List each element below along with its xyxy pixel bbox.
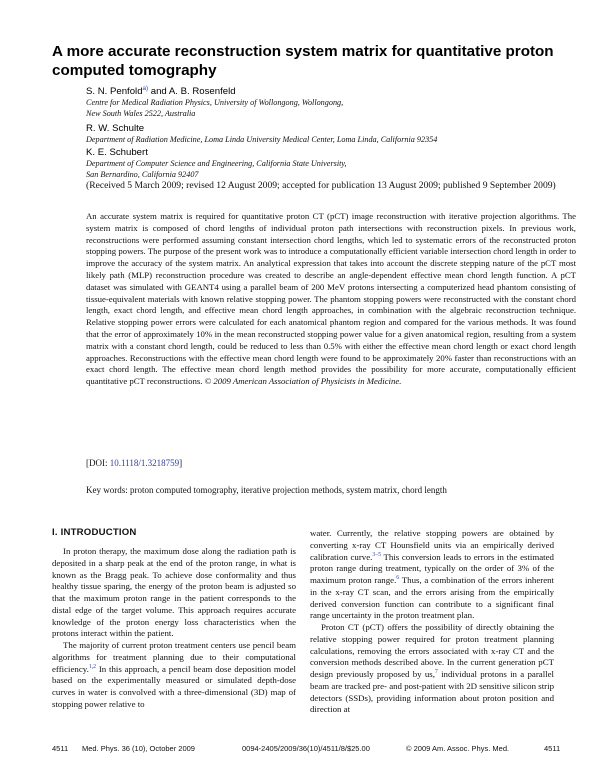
- affiliation-3: [86, 159, 586, 180]
- affiliation-line: Department of Radiation Medicine, Loma Linda University Medical Center, Loma Linda, California 92354: [86, 135, 438, 144]
- author-line-3: [86, 147, 566, 158]
- right-column: [310, 528, 554, 716]
- affiliation-2: [86, 135, 586, 146]
- citation-ref[interactable]: 3–5: [372, 551, 381, 558]
- section-heading: I. INTRODUCTION: [52, 527, 137, 538]
- affiliation-line: New South Wales 2522, Australia: [86, 108, 196, 118]
- footer-page-right: 4511: [544, 744, 561, 753]
- paragraph-text: In this approach, a pencil beam dose deposition model based on the experimentally measured or simulated depth-dose curves in water is convolved with a three-dimensional (3D) map of stopping power relative to: [52, 663, 296, 709]
- author-names: K. E. Schubert: [86, 147, 148, 158]
- copyright-line: © 2009 American Association of Physicists in Medicine.: [204, 376, 402, 387]
- affiliation-line: Centre for Medical Radiation Physics, University of Wollongong, Wollongong,: [86, 98, 344, 107]
- paragraph: [310, 622, 554, 716]
- doi-suffix: ]: [179, 458, 183, 468]
- received-dates: (Received 5 March 2009; revised 12 August 2009; accepted for publication 13 August 2009; published 9 September 2009): [86, 180, 556, 191]
- paragraph-text: individual protons in a parallel beam are tracked pre- and post-patient with 2D sensitive silicon strip detectors (SSDs), providing information about proton position and direction at: [310, 669, 554, 715]
- footer-page-left: 4511: [52, 744, 69, 753]
- page-footer: [0, 744, 600, 756]
- footer-journal: Med. Phys. 36 (10), October 2009: [82, 744, 195, 753]
- author-names: R. W. Schulte: [86, 123, 145, 134]
- footer-copyright: © 2009 Am. Assoc. Phys. Med.: [406, 744, 510, 753]
- affiliation-1: [86, 98, 586, 119]
- author-names: S. N. Penfold: [86, 86, 143, 97]
- left-column: [52, 546, 296, 711]
- paragraph-text: This conversion leads to errors in the estimated proton range during treatment, typically on the order of 3% of the maximum proton range.: [310, 551, 554, 585]
- affiliation-line: Department of Computer Science and Engineering, California State University,: [86, 159, 347, 168]
- paragraph-text: Proton CT (pCT) offers the possibility of directly obtaining the relative stopping power required for proton treatment planning calculations, removing the errors associated with x-ray CT and the conversion methods described above. In the current generation pCT design previously proposed by us,: [310, 622, 554, 679]
- article-title: A more accurate reconstruction system matrix for quantitative proton computed tomography: [52, 43, 554, 79]
- author-names-cont: and A. B. Rosenfeld: [148, 86, 236, 97]
- author-line-2: [86, 123, 566, 134]
- citation-ref[interactable]: 1,2: [88, 663, 97, 670]
- doi-link[interactable]: 10.1118/1.3218759: [109, 458, 180, 468]
- citation-ref[interactable]: 7: [434, 669, 438, 676]
- abstract-text: An accurate system matrix is required for quantitative proton CT (pCT) image reconstruction with iterative projection algorithms. The system matrix is composed of chord lengths of individual proton path intersections with reconstruction pixels. In previous work, reconstructions were performed assuming constant intersection chord lengths, which led to systematic errors of the reconstructed proton stopping powers. The purpose of the present work was to introduce a computationally efficient variable intersection chord length in order to improve the accuracy of the system matrix. An analytical expression that takes into account the discrete stepping nature of the pCT most likely path (MLP) reconstruction procedure was created to describe an angle-dependent effective mean chord length function. A pCT dataset was simulated with GEANT4 using a parallel beam of 200 MeV protons intersecting a computerized head phantom consisting of tissue-equivalent materials with known relative stopping power. The phantom stopping powers were reconstructed with the constant chord length, exact chord length, and effective mean chord length approaches, in combination with the algebraic reconstruction technique. Relative stopping power errors were calculated for each anatomical phantom region and compared for the various methods. It was found that the error of approximately 10% in the mean reconstructed stopping power value for a given anatomical region, resulting from a system matrix with a constant chord length, could be reduced to less than 0.5% with either the effective mean chord length or exact chord length approaches. Reconstructions with the effective mean chord length were found to be approximately 20% faster than reconstructions with an exact chord length. The effective mean chord length method provides the possibility for more accurate, computationally efficient quantitative pCT reconstructions.: [86, 211, 576, 387]
- footer-code: 0094-2405/2009/36(10)/4511/8/$25.00: [242, 744, 370, 753]
- keywords: Key words: proton computed tomography, iterative projection methods, system matrix, chord length: [86, 485, 447, 495]
- paragraph-text: water. Currently, the relative stopping powers are obtained by converting x-ray CT Hounsfield units via an empirically derived calibration curve.: [310, 528, 554, 562]
- author-line-1: [86, 86, 566, 97]
- doi-prefix: [DOI:: [86, 458, 110, 468]
- citation-ref[interactable]: 6: [396, 575, 400, 582]
- abstract: [86, 211, 576, 388]
- paragraph: [52, 640, 296, 711]
- paragraph-text: Thus, a combination of the errors inherent in the x-ray CT scan, and the errors arising from the empirically derived conversion function can contribute to a significant final range uncertainty in the proton treatment plan.: [310, 575, 554, 621]
- affiliation-line: San Bernardino, California 92407: [86, 169, 199, 179]
- paragraph: In proton therapy, the maximum dose along the radiation path is deposited in a sharp peak at the end of the proton range, in what is known as the Bragg peak. To achieve dose conformality and thus healthy tissue sparing, the energy of the proton beam is adjusted so that the maximum proton range in the patient corresponds to the distal edge of the target volume. This approach requires accurate knowledge of the proton energy loss characteristics when the protons interact within the patient.: [52, 546, 296, 639]
- author-footnote-ref[interactable]: a): [142, 84, 149, 92]
- paragraph-text: The majority of current proton treatment centers use pencil beam algorithms for treatment planning due to their computational efficiency.: [52, 640, 296, 674]
- paragraph: [310, 528, 554, 622]
- doi-line: [86, 458, 182, 468]
